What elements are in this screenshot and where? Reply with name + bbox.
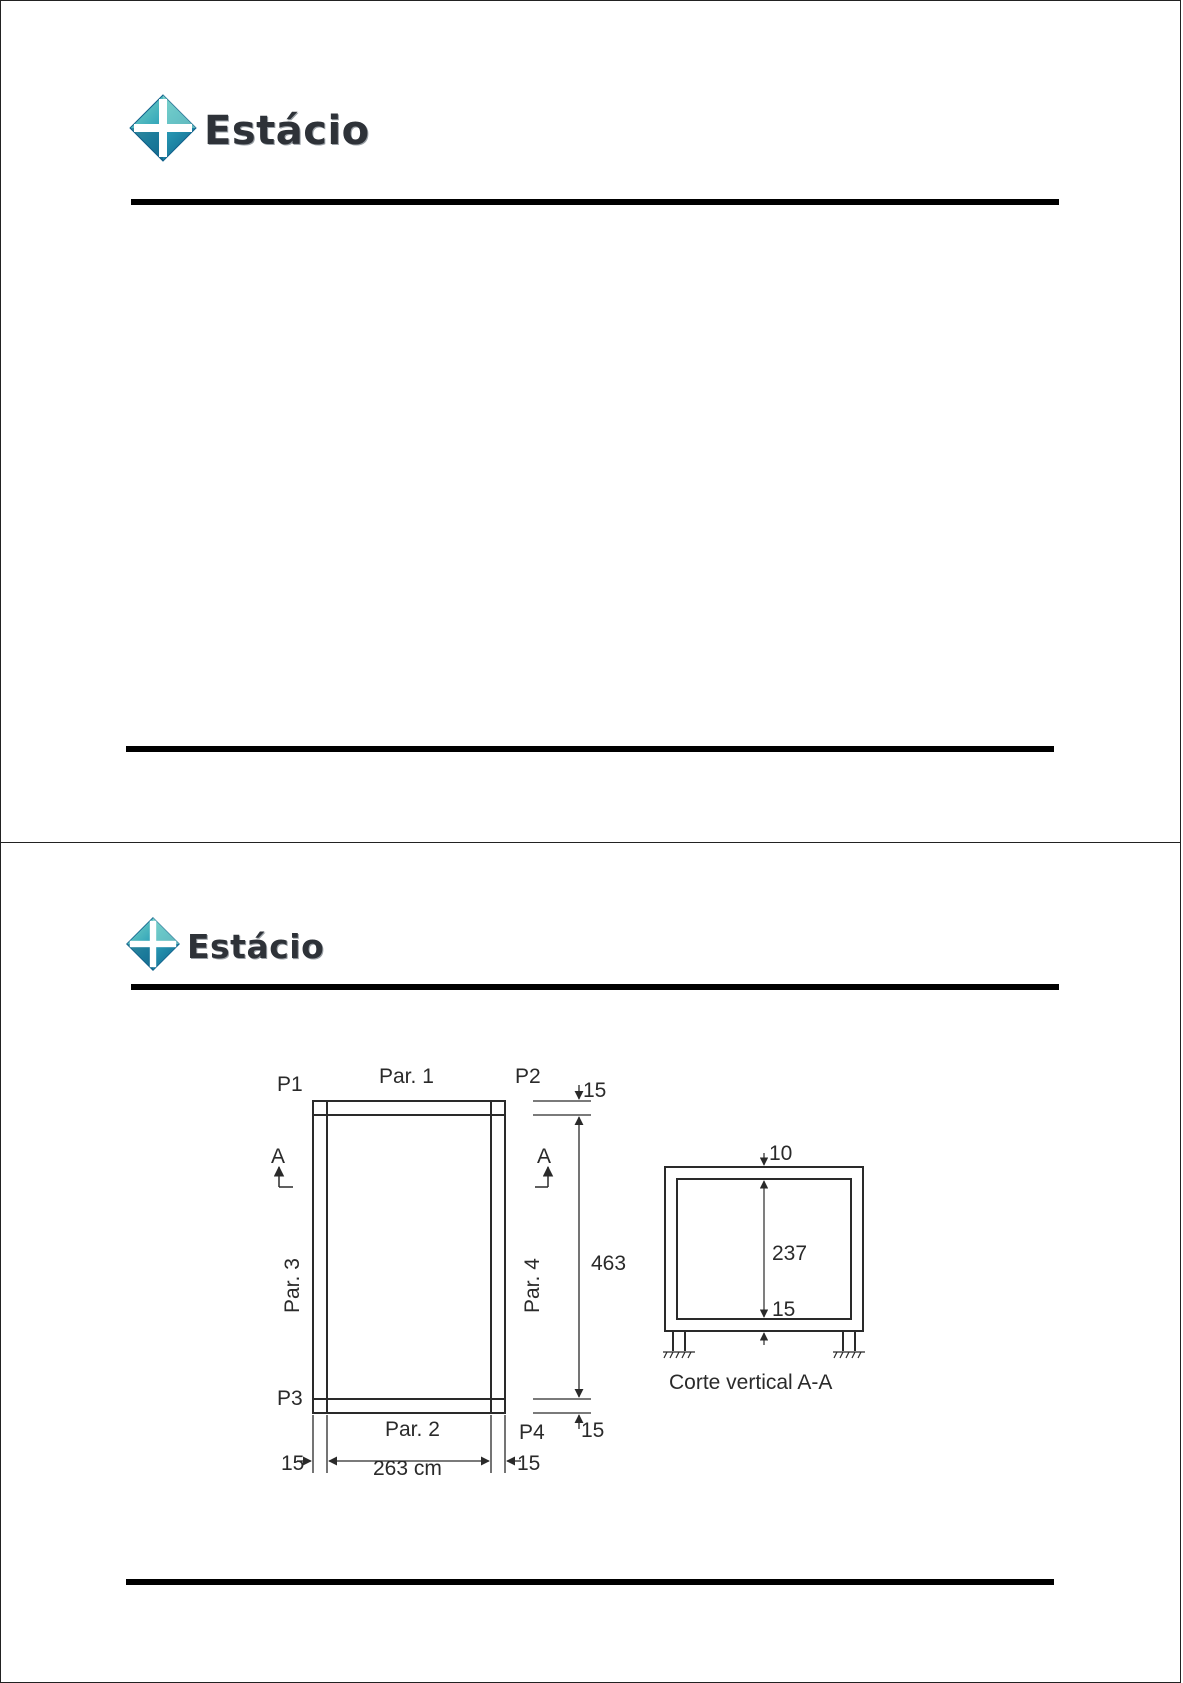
sec-dim-height: 237 [772,1242,808,1265]
dim-top-wall: 15 [583,1079,607,1102]
dim-left-wall: 15 [281,1452,305,1475]
plan-outer-wall [313,1101,505,1413]
section-caption: Corte vertical A-A [669,1371,833,1394]
estacio-diamond-logo-icon [125,916,181,977]
dim-right-wall: 15 [517,1452,541,1475]
footer-rule [126,1579,1054,1585]
logo [125,916,324,977]
section-mark-right: A [537,1145,552,1168]
logo [128,93,370,168]
label-p1: P1 [277,1073,303,1096]
sec-dim-top: 10 [769,1142,793,1165]
slide-2 [0,842,1181,1683]
estacio-diamond-logo-icon [128,93,198,168]
footer-rule [126,746,1054,752]
dim-height: 463 [591,1252,627,1275]
sec-dim-bottom: 15 [772,1298,796,1321]
label-par1: Par. 1 [379,1065,434,1088]
label-par2: Par. 2 [385,1418,440,1441]
reservoir-drawing [261,1043,901,1503]
label-p3: P3 [277,1387,303,1410]
section-mark-left: A [271,1145,286,1168]
label-p4: P4 [519,1421,545,1444]
logo-text: Estácio [204,107,370,154]
logo-text: Estácio [187,927,325,966]
label-par4: Par. 4 [521,1258,544,1313]
header-rule [131,984,1059,990]
header-rule [131,199,1059,205]
label-p2: P2 [515,1065,541,1088]
label-par3: Par. 3 [281,1258,304,1313]
plan-inner-wall [327,1115,491,1399]
dim-bottom-wall: 15 [581,1419,605,1442]
dim-width: 263 cm [373,1457,442,1480]
